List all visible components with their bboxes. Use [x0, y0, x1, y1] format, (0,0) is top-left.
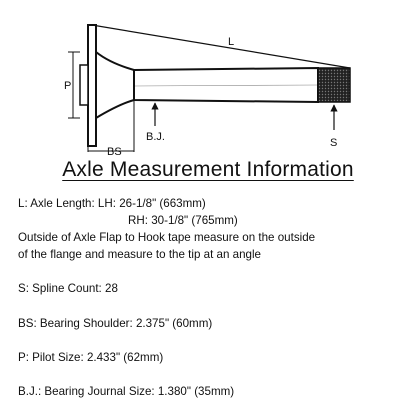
spec-pilot-size: P: Pilot Size: 2.433" (62mm)	[18, 351, 164, 364]
spec-bearing-shoulder: BS: Bearing Shoulder: 2.375" (60mm)	[18, 317, 213, 330]
label-P: P	[64, 80, 72, 92]
label-S: S	[330, 137, 338, 149]
axle-diagram	[0, 0, 416, 160]
spline-section	[318, 68, 350, 102]
length-dimension-line	[92, 25, 350, 68]
axle-flange	[88, 25, 96, 146]
spec-note-1: Outside of Axle Flap to Hook tape measure on the outside	[18, 231, 316, 244]
spec-spline-count: S: Spline Count: 28	[18, 282, 118, 295]
axle-hub	[96, 52, 134, 118]
label-BJ: B.J.	[146, 131, 165, 143]
label-BS: BS	[107, 146, 122, 158]
label-L: L	[228, 36, 235, 48]
spec-length-lh: L: Axle Length: LH: 26-1/8" (663mm)	[18, 197, 206, 210]
section-title: Axle Measurement Information	[62, 158, 354, 181]
spec-bearing-journal: B.J.: Bearing Journal Size: 1.380" (35mm)	[18, 385, 235, 398]
spec-length-rh: RH: 30-1/8" (765mm)	[128, 214, 238, 227]
spec-note-2: of the flange and measure to the tip at an angle	[18, 248, 261, 261]
pilot-stub	[80, 65, 88, 105]
